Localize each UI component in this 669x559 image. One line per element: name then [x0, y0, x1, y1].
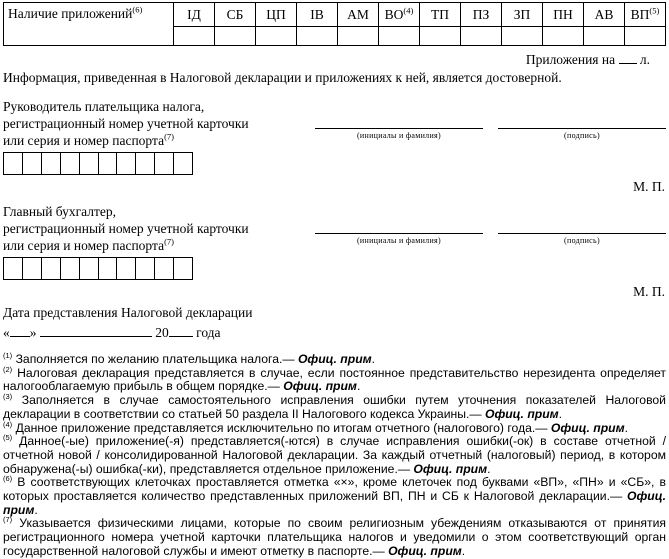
reg-number-cell[interactable] — [116, 153, 135, 174]
footnote-3: $^{(3)}$ Заполняется в случае самостоятельного исправления ошибки путем уточнения показателей Налоговой декларации в соответствии со статьей 50 раздела II Налогового кодекса Украины.— Офиц. прим. — [3, 392, 666, 421]
date-year-suffix: года — [196, 325, 221, 340]
col-header-zp: ЗП — [502, 3, 543, 27]
col-header-pn: ПН — [543, 3, 584, 27]
date-century: 20 — [155, 325, 169, 340]
director-signature-field — [498, 112, 666, 140]
col-header-am: АМ — [338, 3, 379, 27]
attachments-value-cell-cp[interactable] — [256, 27, 297, 46]
attachments-value-cell-vp[interactable] — [625, 27, 666, 46]
appendices-prefix: Приложения на — [525, 52, 616, 67]
truthfulness-statement: Информация, приведенная в Налоговой декларации и приложениях к ней, является достоверной. — [3, 70, 562, 85]
reg-number-cell[interactable] — [154, 258, 173, 279]
attachments-value-cell-am[interactable] — [338, 27, 379, 46]
col-header-pz: ПЗ — [461, 3, 502, 27]
submission-date-label: Дата представления Налоговой декларации — [3, 305, 253, 320]
footnote-7: $^{(7)}$ Указывается физическими лицами, которые по своим религиозным убеждениям отказываются от принятия регистрационного номера учетной карточки плательщика налогов и уведомили о этом соответствующий орган государственной налоговой службы и имеют отметку в паспорте.— Офиц. прим. — [3, 515, 666, 558]
reg-number-cell[interactable] — [173, 153, 192, 174]
reg-number-cell[interactable] — [60, 153, 79, 174]
signature-caption: (подпись) — [564, 131, 600, 140]
attachments-value-cell-vo[interactable] — [379, 27, 420, 46]
col-header-iv: ІВ — [297, 3, 338, 27]
date-year-field[interactable] — [169, 324, 193, 337]
attachments-value-cell-sb[interactable] — [215, 27, 256, 46]
director-name-signature-line[interactable] — [315, 112, 483, 129]
reg-number-cell[interactable] — [116, 258, 135, 279]
stamp-mark-director: М. П. — [633, 179, 665, 194]
reg-number-cell[interactable] — [22, 153, 41, 174]
reg-number-cell[interactable] — [79, 153, 98, 174]
appendices-count-line — [3, 51, 650, 68]
accountant-label-line1: Главный бухгалтер, — [3, 204, 117, 219]
accountant-label-line2: регистрационный номер учетной карточки — [3, 221, 249, 236]
signatory-block-director — [3, 98, 666, 195]
director-reg-number-cells — [3, 152, 193, 175]
reg-number-cell[interactable] — [22, 258, 41, 279]
date-month-field[interactable] — [40, 324, 152, 337]
attachments-value-cell-pn[interactable] — [543, 27, 584, 46]
reg-number-cell[interactable] — [60, 258, 79, 279]
stamp-mark-accountant: М. П. — [633, 284, 665, 299]
attachments-value-cell-iv[interactable] — [297, 27, 338, 46]
accountant-reg-number-cells — [3, 257, 193, 280]
reg-number-cell[interactable] — [173, 258, 192, 279]
footnote-ref-5: (5) — [649, 5, 660, 15]
footnote-ref-4: (4) — [403, 5, 414, 15]
footnote-2: $^{(2)}$ Налоговая декларация представляется в случае, если постоянное представительство нерезидента определяет налогооблагаемую прибыль в общем порядке.— Офиц. прим. — [3, 364, 666, 394]
name-caption: (инициалы и фамилия) — [356, 131, 442, 140]
signature-caption: (подпись) — [564, 236, 600, 245]
footnote-1: $^{(1)}$ Заполняется по желанию плательщика налога.— Офиц. прим. — [3, 350, 376, 366]
reg-number-cell[interactable] — [135, 153, 154, 174]
attachments-table — [3, 2, 666, 46]
reg-number-cell[interactable] — [41, 153, 60, 174]
footnote-ref-7: (7) — [164, 131, 174, 142]
attachments-row-label — [4, 3, 174, 46]
submission-date-block — [3, 305, 666, 341]
submission-date-fields: « » 20 года — [3, 325, 221, 340]
accountant-signature-line[interactable] — [498, 217, 666, 234]
attachments-value-cell-zp[interactable] — [502, 27, 543, 46]
attachments-value-cell-pz[interactable] — [461, 27, 502, 46]
reg-number-cell[interactable] — [4, 153, 22, 174]
name-caption: (инициалы и фамилия) — [356, 236, 442, 245]
date-day-field[interactable] — [10, 324, 30, 337]
footnote-ref-7: (7) — [164, 236, 174, 247]
footnotes-section — [3, 350, 667, 559]
col-header-id: ІД — [174, 3, 215, 27]
reg-number-cell[interactable] — [4, 258, 22, 279]
col-header-vp: ВП$^{(5)}$ — [625, 3, 666, 27]
accountant-signature-field — [498, 217, 666, 245]
col-header-av: АВ — [584, 3, 625, 27]
appendices-suffix: л. — [639, 52, 650, 67]
reg-number-cell[interactable] — [41, 258, 60, 279]
reg-number-cell[interactable] — [154, 153, 173, 174]
appendices-count-field[interactable] — [619, 51, 637, 64]
director-label-line2: регистрационный номер учетной карточки — [3, 116, 249, 131]
accountant-label-line3: или серия и номер паспорта$^{(7)}$ — [3, 236, 174, 253]
col-header-tp: ТП — [420, 3, 461, 27]
footnote-6: $^{(6)}$ В соответствующих клеточках проставляется отметка «×», кроме клеточек под буквами «ВП», «ПН» и «СБ», в которых проставляется количество представленных приложений ВП, ПН и СБ к Налоговой декларации.— Офиц. прим. — [3, 474, 667, 517]
director-label-line3: или серия и номер паспорта$^{(7)}$ — [3, 131, 174, 148]
attachments-value-cell-id[interactable] — [174, 27, 215, 46]
director-label-line1: Руководитель плательщика налога, — [3, 99, 205, 114]
reg-number-cell[interactable] — [98, 258, 117, 279]
footnote-4: $^{(4)}$ Данное приложение представляется исключительно по итогам отчетного (налогового) года.— Офиц. прим. — [3, 419, 628, 435]
reg-number-cell[interactable] — [98, 153, 117, 174]
attachments-row-label-text: Наличие приложений — [8, 6, 133, 21]
col-header-vo: ВО$^{(4)}$ — [379, 3, 420, 27]
director-name-field — [315, 112, 483, 140]
reg-number-cell[interactable] — [79, 258, 98, 279]
director-signature-line[interactable] — [498, 112, 666, 129]
col-header-sb: СБ — [215, 3, 256, 27]
attachments-value-cell-tp[interactable] — [420, 27, 461, 46]
signatory-block-accountant — [3, 203, 666, 300]
footnote-ref-6: (6) — [132, 4, 143, 15]
reg-number-cell[interactable] — [135, 258, 154, 279]
accountant-name-signature-line[interactable] — [315, 217, 483, 234]
footnote-5: $^{(5)}$ Данное(-ые) приложение(-я) представляется(-ются) в случае исправления ошибки(-ок) в составе отчетной / отчетной новой / консолидированной Налоговой декларации. За каждый отчетный (налоговый) период, в котором обнаружена(-ы) ошибка(-ки), представляется отдельное приложение.— Офиц. прим. — [3, 433, 666, 476]
attachments-value-cell-av[interactable] — [584, 27, 625, 46]
accountant-name-field — [315, 217, 483, 245]
col-header-cp: ЦП — [256, 3, 297, 27]
